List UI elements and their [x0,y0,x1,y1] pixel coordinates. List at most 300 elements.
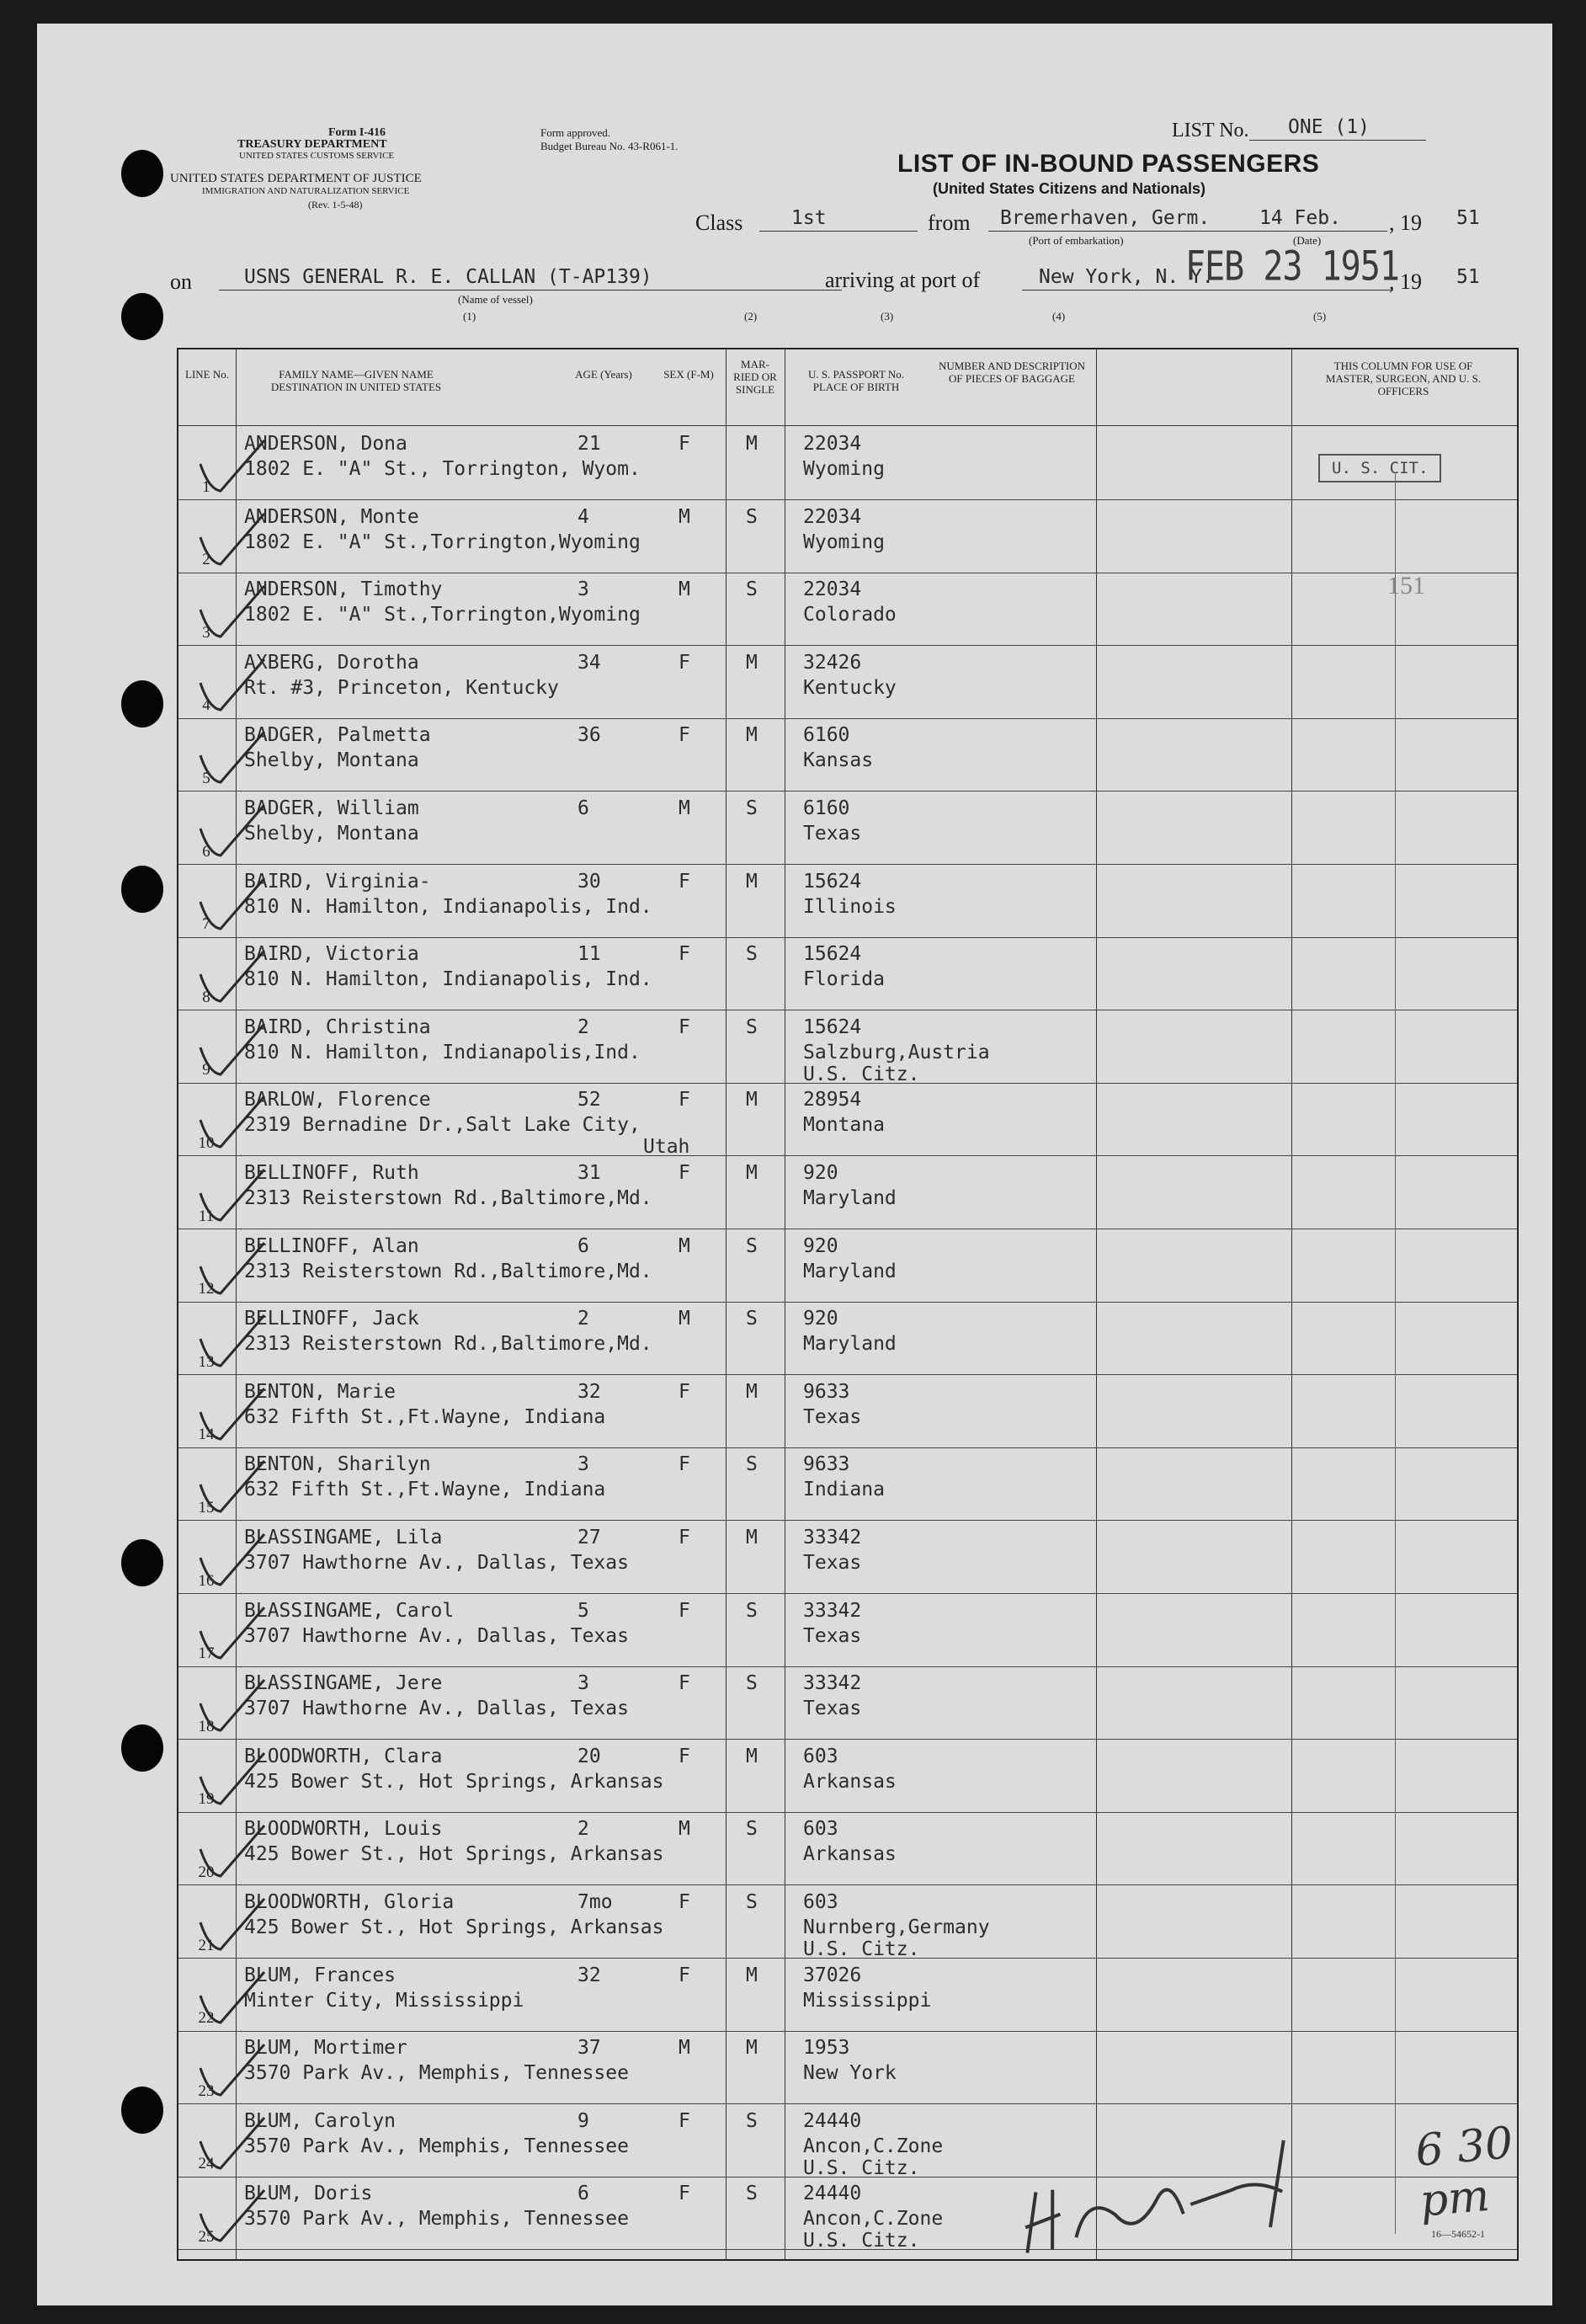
passenger-sex: F [679,943,690,966]
line-number: 18 [198,1717,215,1735]
passport-number: 22034 [803,578,862,601]
passenger-address: Shelby, Montana [244,823,419,845]
marital-status: M [746,1527,758,1548]
passenger-name: AXBERG, Dorotha [244,651,419,674]
line-number: 11 [198,1207,215,1225]
marital-status: S [746,1453,758,1476]
table-row [178,937,1517,1010]
manifest-page [37,24,1552,2305]
citizenship-note: U.S. Citz. [803,1938,920,1960]
passenger-name: BLUM, Frances [244,1964,396,1986]
check-mark-icon [195,722,271,789]
footer-code: 16—54652-1 [1431,2228,1485,2240]
table-row [178,1447,1517,1521]
passport-number: 37026 [803,1964,862,1986]
line-number: 21 [198,1936,215,1954]
passenger-sex: F [679,1453,690,1476]
passenger-age: 34 [577,651,601,674]
th-line-no: LINE No. [185,368,229,381]
passenger-name: BENTON, Marie [244,1380,396,1403]
margin-number: 151 [1387,572,1425,600]
marital-status: M [746,1162,758,1184]
passenger-address: 810 N. Hamilton, Indianapolis,Ind. [244,1041,641,1063]
table-row [178,1959,1517,2032]
passenger-sex: F [679,870,690,893]
th-passport: U. S. PASSPORT No. PLACE OF BIRTH [807,368,905,393]
passenger-age: 6 [577,1234,589,1257]
passenger-sex: F [679,2109,690,2132]
check-mark-icon [195,1889,271,1956]
table-row [178,1594,1517,1667]
check-mark-icon [195,1815,271,1883]
table-row [178,573,1517,646]
check-mark-icon [195,430,271,498]
table-row [178,865,1517,938]
place-of-birth: Montana [803,1114,885,1137]
table-row [178,718,1517,792]
passenger-sex: F [679,1964,690,1986]
passenger-sex: M [679,1234,690,1257]
col-num-2: (2) [744,310,758,322]
from-underline [988,231,1387,232]
marital-status: S [746,2109,758,2132]
line-number: 2 [202,551,210,569]
marital-status: S [746,797,758,819]
passport-number: 28954 [803,1089,862,1111]
marital-status: S [746,1672,758,1695]
marital-status: S [746,1599,758,1622]
punch-hole [121,150,163,197]
passenger-address: 425 Bower St., Hot Springs, Arkansas [244,1843,664,1866]
punch-hole [121,293,163,340]
passenger-name: BLUM, Mortimer [244,2037,407,2060]
check-mark-icon [195,1378,271,1446]
year-1: 51 [1456,207,1480,229]
line-number: 7 [202,915,210,934]
form-id: Form I-416 [328,126,386,139]
us-citizen-stamp: U. S. CIT. [1318,454,1441,482]
line-number: 17 [198,1644,215,1663]
table-row [178,1375,1517,1448]
table-row [178,1885,1517,1959]
passenger-address: 3707 Hawthorne Av., Dallas, Texas [244,1624,629,1647]
place-of-birth: Kansas [803,749,874,772]
passenger-name: ANDERSON, Monte [244,505,419,528]
place-of-birth: Wyoming [803,458,885,480]
check-mark-icon [195,1086,271,1154]
passport-number: 9633 [803,1380,850,1403]
check-mark-icon [195,504,271,571]
passenger-name: BARLOW, Florence [244,1089,431,1111]
passenger-age: 52 [577,1089,601,1111]
vessel-name: USNS GENERAL R. E. CALLAN (T-AP139) [244,266,652,288]
passenger-address: 3570 Park Av., Memphis, Tennessee [244,2208,629,2231]
passenger-age: 32 [577,1964,601,1986]
place-of-birth: Arkansas [803,1843,897,1866]
table-row [178,2031,1517,2104]
port-of-embarkation: Bremerhaven, Germ. [1000,207,1211,229]
marital-status: S [746,1818,758,1841]
check-mark-icon [195,2108,271,2175]
passenger-name: BLASSINGAME, Jere [244,1672,443,1695]
passenger-age: 11 [577,943,601,966]
th-baggage: NUMBER AND DESCRIPTION OF PIECES OF BAGGAGE [938,360,1086,385]
passenger-sex: F [679,1015,690,1038]
passport-number: 6160 [803,724,850,747]
passport-number: 33342 [803,1527,862,1548]
passenger-age: 9 [577,2109,589,2132]
passport-number: 603 [803,1891,838,1913]
place-of-birth: Wyoming [803,530,885,553]
passport-number: 603 [803,1745,838,1767]
passport-number: 15624 [803,1015,862,1038]
passenger-address: 3707 Hawthorne Av., Dallas, Texas [244,1698,629,1720]
passport-number: 22034 [803,505,862,528]
punch-hole [121,1724,163,1772]
marital-status: M [746,1089,758,1111]
list-no-underline [1249,140,1426,141]
line-number: 9 [202,1061,210,1079]
passenger-sex: F [679,1599,690,1622]
passenger-age: 5 [577,1599,589,1622]
passenger-address: 2313 Reisterstown Rd.,Baltimore,Md. [244,1187,652,1209]
table-row [178,1812,1517,1885]
passenger-age: 21 [577,433,601,455]
line-number: 25 [198,2227,215,2246]
marital-status: S [746,1308,758,1330]
check-mark-icon [195,1670,271,1737]
passenger-sex: F [679,1891,690,1913]
line-number: 16 [198,1571,215,1590]
place-of-birth: Texas [803,823,862,845]
check-mark-icon [195,2034,271,2102]
marital-status: M [746,651,758,674]
place-of-birth: Colorado [803,604,897,626]
place-of-birth: Ancon,C.Zone [803,2208,944,2231]
passenger-name: BAIRD, Christina [244,1015,431,1038]
place-of-birth: Kentucky [803,676,897,699]
passenger-name: BELLINOFF, Ruth [244,1162,419,1184]
passenger-name: BELLINOFF, Jack [244,1308,419,1330]
passenger-age: 27 [577,1527,601,1548]
th-name: FAMILY NAME—GIVEN NAME DESTINATION IN UNITED STATES [270,368,442,393]
check-mark-icon [195,1743,271,1810]
passenger-address: 632 Fifth St.,Ft.Wayne, Indiana [244,1479,606,1501]
vessel-caption: (Name of vessel) [458,293,533,306]
passenger-sex: F [679,1089,690,1111]
passport-number: 33342 [803,1599,862,1622]
year-prefix-2: , 19 [1389,269,1422,294]
check-mark-icon [195,868,271,935]
check-mark-icon [195,795,271,862]
passenger-address: 810 N. Hamilton, Indianapolis, Ind. [244,968,652,991]
passport-number: 6160 [803,797,850,819]
punch-hole [121,2087,163,2134]
document-title: LIST OF IN-BOUND PASSENGERS [897,150,1320,178]
passenger-age: 6 [577,2183,589,2205]
passenger-name: BAIRD, Virginia- [244,870,431,893]
marital-status: S [746,1234,758,1257]
line-number: 19 [198,1790,215,1809]
marital-status: M [746,1964,758,1986]
arrival-port: New York, N. Y. [1039,266,1214,288]
passenger-age: 3 [577,1453,589,1476]
passenger-table [177,348,1519,2261]
passenger-name: BLOODWORTH, Clara [244,1745,443,1767]
check-mark-icon [195,941,271,1008]
place-of-birth: Maryland [803,1260,897,1282]
passenger-sex: F [679,651,690,674]
passenger-age: 30 [577,870,601,893]
passenger-sex: M [679,1308,690,1330]
passenger-sex: F [679,1745,690,1767]
place-of-birth: Arkansas [803,1770,897,1793]
passenger-address: 2319 Bernadine Dr.,Salt Lake City, [244,1114,641,1137]
line-number: 3 [202,623,210,642]
marital-status: S [746,505,758,528]
passport-number: 920 [803,1308,838,1330]
line-number: 1 [202,477,210,496]
passenger-address: Rt. #3, Princeton, Kentucky [244,676,559,699]
check-mark-icon [195,2180,271,2247]
line-number: 23 [198,2081,215,2100]
signature-time: 6 30 pm [1413,2118,1515,2227]
passenger-name: BLOODWORTH, Louis [244,1818,443,1841]
passenger-address: 1802 E. "A" St., Torrington, Wyom. [244,458,641,480]
passenger-sex: M [679,2037,690,2060]
place-of-birth: Salzburg,Austria [803,1041,990,1063]
passenger-sex: F [679,2183,690,2205]
marital-status: M [746,433,758,455]
check-mark-icon [195,1233,271,1300]
ins-service: IMMIGRATION AND NATURALIZATION SERVICE [202,186,410,196]
marital-status: M [746,724,758,747]
passenger-age: 31 [577,1162,601,1184]
passenger-name: BADGER, Palmetta [244,724,431,747]
check-mark-icon [195,1305,271,1373]
table-row [178,1740,1517,1813]
arriving-label: arriving at port of [825,268,981,292]
check-mark-icon [195,1597,271,1665]
passenger-address: 1802 E. "A" St.,Torrington,Wyoming [244,604,641,626]
place-of-birth: Nurnberg,Germany [803,1916,990,1938]
place-of-birth: Texas [803,1405,862,1428]
table-row [178,1521,1517,1594]
marital-status: M [746,1380,758,1403]
passenger-address: 632 Fifth St.,Ft.Wayne, Indiana [244,1405,606,1428]
th-age: AGE (Years) [575,368,632,381]
passenger-sex: F [679,1380,690,1403]
check-mark-icon [195,649,271,717]
passenger-address: 810 N. Hamilton, Indianapolis, Ind. [244,895,652,918]
customs-service: UNITED STATES CUSTOMS SERVICE [239,151,395,161]
marital-status: M [746,2037,758,2060]
place-of-birth: Maryland [803,1187,897,1209]
line-number: 14 [198,1426,215,1444]
passenger-sex: M [679,578,690,601]
passenger-sex: M [679,797,690,819]
marital-status: S [746,2183,758,2205]
line-number: 15 [198,1498,215,1516]
passenger-age: 3 [577,578,589,601]
check-mark-icon [195,1159,271,1227]
line-number: 24 [198,2155,215,2173]
passenger-sex: F [679,724,690,747]
list-no-value: ONE (1) [1288,116,1370,138]
punch-hole [121,1539,163,1586]
passenger-name: BLOODWORTH, Gloria [244,1891,455,1913]
passenger-name: BLASSINGAME, Lila [244,1527,443,1548]
passenger-address: 425 Bower St., Hot Springs, Arkansas [244,1770,664,1793]
citizenship-note: U.S. Citz. [803,1063,920,1085]
passenger-name: ANDERSON, Timothy [244,578,443,601]
line-number: 20 [198,1863,215,1881]
passenger-age: 20 [577,1745,601,1767]
passport-number: 920 [803,1234,838,1257]
passenger-sex: F [679,1672,690,1695]
check-mark-icon [195,576,271,643]
th-sex: SEX (F-M) [663,368,714,381]
marital-status: S [746,578,758,601]
table-row [178,1010,1517,1084]
passenger-address: 2313 Reisterstown Rd.,Baltimore,Md. [244,1260,652,1282]
passenger-age: 4 [577,505,589,528]
place-of-birth: Mississippi [803,1989,932,2012]
line-number: 8 [202,988,210,1006]
col-num-1: (1) [463,310,476,322]
date-caption: (Date) [1293,234,1322,247]
budget-bureau: Budget Bureau No. 43-R061-1. [540,140,679,152]
table-row [178,646,1517,719]
citizenship-note: U.S. Citz. [803,2230,920,2252]
passenger-sex: M [679,505,690,528]
check-mark-icon [195,1451,271,1518]
passport-number: 15624 [803,943,862,966]
passenger-name: BLASSINGAME, Carol [244,1599,455,1622]
place-of-birth: Maryland [803,1333,897,1356]
justice-dept: UNITED STATES DEPARTMENT OF JUSTICE [170,172,422,185]
list-no-label: LIST No. [1172,120,1249,141]
table-row [178,792,1517,865]
passenger-address: 2313 Reisterstown Rd.,Baltimore,Md. [244,1333,652,1356]
passenger-sex: M [679,1818,690,1841]
passport-number: 24440 [803,2183,862,2205]
check-mark-icon [195,1014,271,1081]
place-of-birth: Illinois [803,895,897,918]
punch-hole [121,866,163,913]
table-row [178,427,1517,500]
punch-hole [121,680,163,728]
marital-status: M [746,1745,758,1767]
passport-number: 920 [803,1162,838,1184]
line-number: 5 [202,769,210,787]
passenger-age: 7mo [577,1891,613,1913]
passenger-address: 425 Bower St., Hot Springs, Arkansas [244,1916,664,1938]
passenger-name: ANDERSON, Dona [244,433,407,455]
table-row [178,1302,1517,1375]
marital-status: S [746,1891,758,1913]
place-of-birth: Texas [803,1698,862,1720]
passenger-name: BLUM, Doris [244,2183,373,2205]
document-subtitle: (United States Citizens and Nationals) [933,180,1206,197]
check-mark-icon [195,1524,271,1591]
year-prefix-1: , 19 [1389,211,1422,235]
passenger-sex: F [679,1527,690,1548]
class-underline [759,231,918,232]
class-value: 1st [791,207,827,229]
th-officers: THIS COLUMN FOR USE OF MASTER, SURGEON, AND U. S. OFFICERS [1325,360,1482,397]
form-approved: Form approved. [540,126,611,139]
passenger-address-cont: Utah [643,1136,690,1159]
passenger-name: BLUM, Carolyn [244,2109,396,2132]
marital-status: S [746,1015,758,1038]
table-row [178,500,1517,573]
passenger-address: 1802 E. "A" St.,Torrington,Wyoming [244,530,641,553]
passenger-address: Shelby, Montana [244,749,419,772]
place-of-birth: Texas [803,1624,862,1647]
line-number: 12 [198,1280,215,1298]
place-of-birth: Ancon,C.Zone [803,2135,944,2157]
passenger-sex: F [679,433,690,455]
col-num-5: (5) [1313,310,1327,322]
line-number: 22 [198,2009,215,2028]
passport-number: 1953 [803,2037,850,2060]
embarkation-date: 14 Feb. [1259,207,1341,229]
place-of-birth: New York [803,2062,897,2085]
passenger-name: BADGER, William [244,797,419,819]
place-of-birth: Texas [803,1552,862,1574]
port-caption: (Port of embarkation) [1029,234,1124,247]
marital-status: M [746,870,758,893]
passport-number: 24440 [803,2109,862,2132]
passenger-age: 3 [577,1672,589,1695]
year-2: 51 [1456,266,1480,288]
passport-number: 603 [803,1818,838,1841]
place-of-birth: Indiana [803,1479,885,1501]
col-num-4: (4) [1052,310,1066,322]
passenger-name: BAIRD, Victoria [244,943,419,966]
col-num-3: (3) [881,310,894,322]
check-mark-icon [195,1962,271,2029]
passenger-address: 3570 Park Av., Memphis, Tennessee [244,2062,629,2085]
arrival-date-stamp: FEB 23 1951 [1185,243,1399,290]
passenger-address: 3707 Hawthorne Av., Dallas, Texas [244,1552,629,1574]
passenger-age: 2 [577,1015,589,1038]
passport-number: 15624 [803,870,862,893]
from-label: from [928,211,971,235]
passenger-age: 36 [577,724,601,747]
passenger-age: 2 [577,1308,589,1330]
passenger-name: BENTON, Sharilyn [244,1453,431,1476]
place-of-birth: Florida [803,968,885,991]
line-number: 10 [198,1133,215,1152]
passenger-address: 3570 Park Av., Memphis, Tennessee [244,2135,629,2157]
passenger-age: 37 [577,2037,601,2060]
passenger-sex: F [679,1162,690,1184]
th-married: MAR-RIED OR SINGLE [733,358,777,396]
passport-number: 33342 [803,1672,862,1695]
citizenship-note: U.S. Citz. [803,2156,920,2179]
on-label: on [170,269,192,294]
passport-number: 9633 [803,1453,850,1476]
table-row [178,1083,1517,1159]
passport-number: 22034 [803,433,862,455]
passport-number: 32426 [803,651,862,674]
table-row [178,1229,1517,1303]
passenger-name: BELLINOFF, Alan [244,1234,419,1257]
marital-status: S [746,943,758,966]
line-number: 6 [202,842,210,861]
